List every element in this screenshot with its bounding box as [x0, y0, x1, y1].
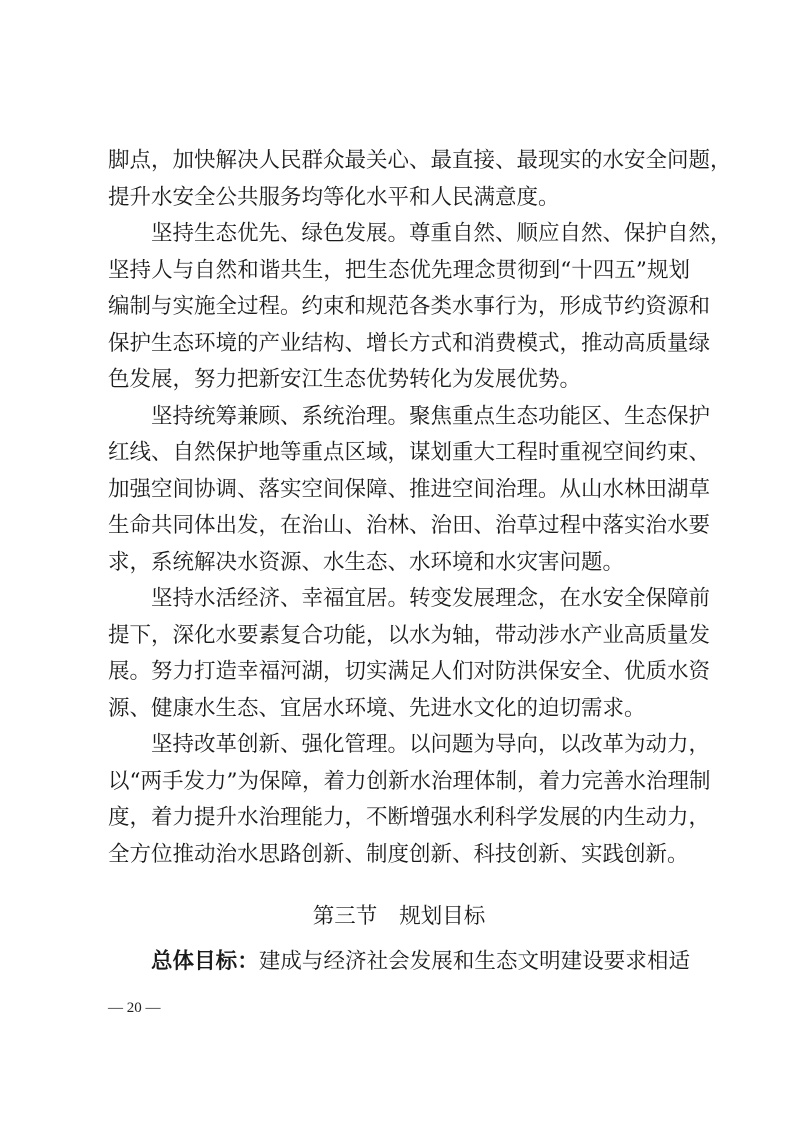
- section-number: 第三节: [312, 904, 378, 929]
- paragraph-line: 源、健康水生态、宜居水环境、先进水文化的迫切需求。: [108, 695, 646, 721]
- paragraph-line: 加强空间协调、落实空间保障、推进空间治理。从山水林田湖草: [108, 476, 711, 502]
- paragraph-line: 展。努力打造幸福河湖，切实满足人们对防洪保安全、优质水资: [108, 659, 711, 684]
- overall-target-line: [151, 944, 690, 981]
- paragraph-line: 编制与实施全过程。约束和规范各类水事行为，形成节约资源和: [108, 294, 711, 319]
- paragraph-line: 全方位推动治水思路创新、制度创新、科技创新、实践创新。: [108, 841, 689, 867]
- paragraph-line: 红线、自然保护地等重点区域，谋划重大工程时重视空间约束、: [108, 440, 711, 465]
- section-title: 规划目标: [399, 904, 486, 929]
- paragraph-line: 度，着力提升水治理能力，不断增强水利科学发展的内生动力，: [108, 805, 711, 830]
- page-number: — 20 —: [108, 1000, 161, 1016]
- paragraph-line: 以“两手发力”为保障，着力创新水治理体制，着力完善水治理制: [108, 768, 711, 794]
- paragraph-line: 提下，深化水要素复合功能，以水为轴，带动涉水产业高质量发: [108, 622, 711, 648]
- paragraph-line: 坚持统筹兼顾、系统治理。聚焦重点生态功能区、生态保护: [151, 403, 711, 429]
- paragraph-line: 保护生态环境的产业结构、增长方式和消费模式，推动高质量绿: [108, 330, 711, 356]
- overall-target-label: 总体目标：: [151, 949, 259, 974]
- section-heading: [108, 899, 690, 935]
- paragraph-line: 生命共同体出发，在治山、治林、治田、治草过程中落实治水要: [108, 513, 711, 538]
- body-text: [108, 143, 732, 873]
- paragraph-line: 色发展，努力把新安江生态优势转化为发展优势。: [108, 367, 582, 392]
- paragraph-line: 提升水安全公共服务均等化水平和人民满意度。: [108, 184, 560, 210]
- paragraph-line: 求，系统解决水资源、水生态、水环境和水灾害问题。: [108, 549, 625, 575]
- paragraph-line: 坚持水活经济、幸福宜居。转变发展理念，在水安全保障前: [151, 586, 711, 611]
- paragraph-line: 坚持生态优先、绿色发展。尊重自然、顺应自然、保护自然，: [151, 221, 732, 246]
- paragraph-line: 坚持人与自然和谐共生，把生态优先理念贯彻到“十四五”规划: [108, 257, 690, 283]
- paragraph-line: 坚持改革创新、强化管理。以问题为导向，以改革为动力，: [151, 732, 711, 757]
- overall-target-text: 建成与经济社会发展和生态文明建设要求相适: [258, 949, 690, 974]
- paragraph-line: 脚点，加快解决人民群众最关心、最直接、最现实的水安全问题，: [108, 148, 732, 173]
